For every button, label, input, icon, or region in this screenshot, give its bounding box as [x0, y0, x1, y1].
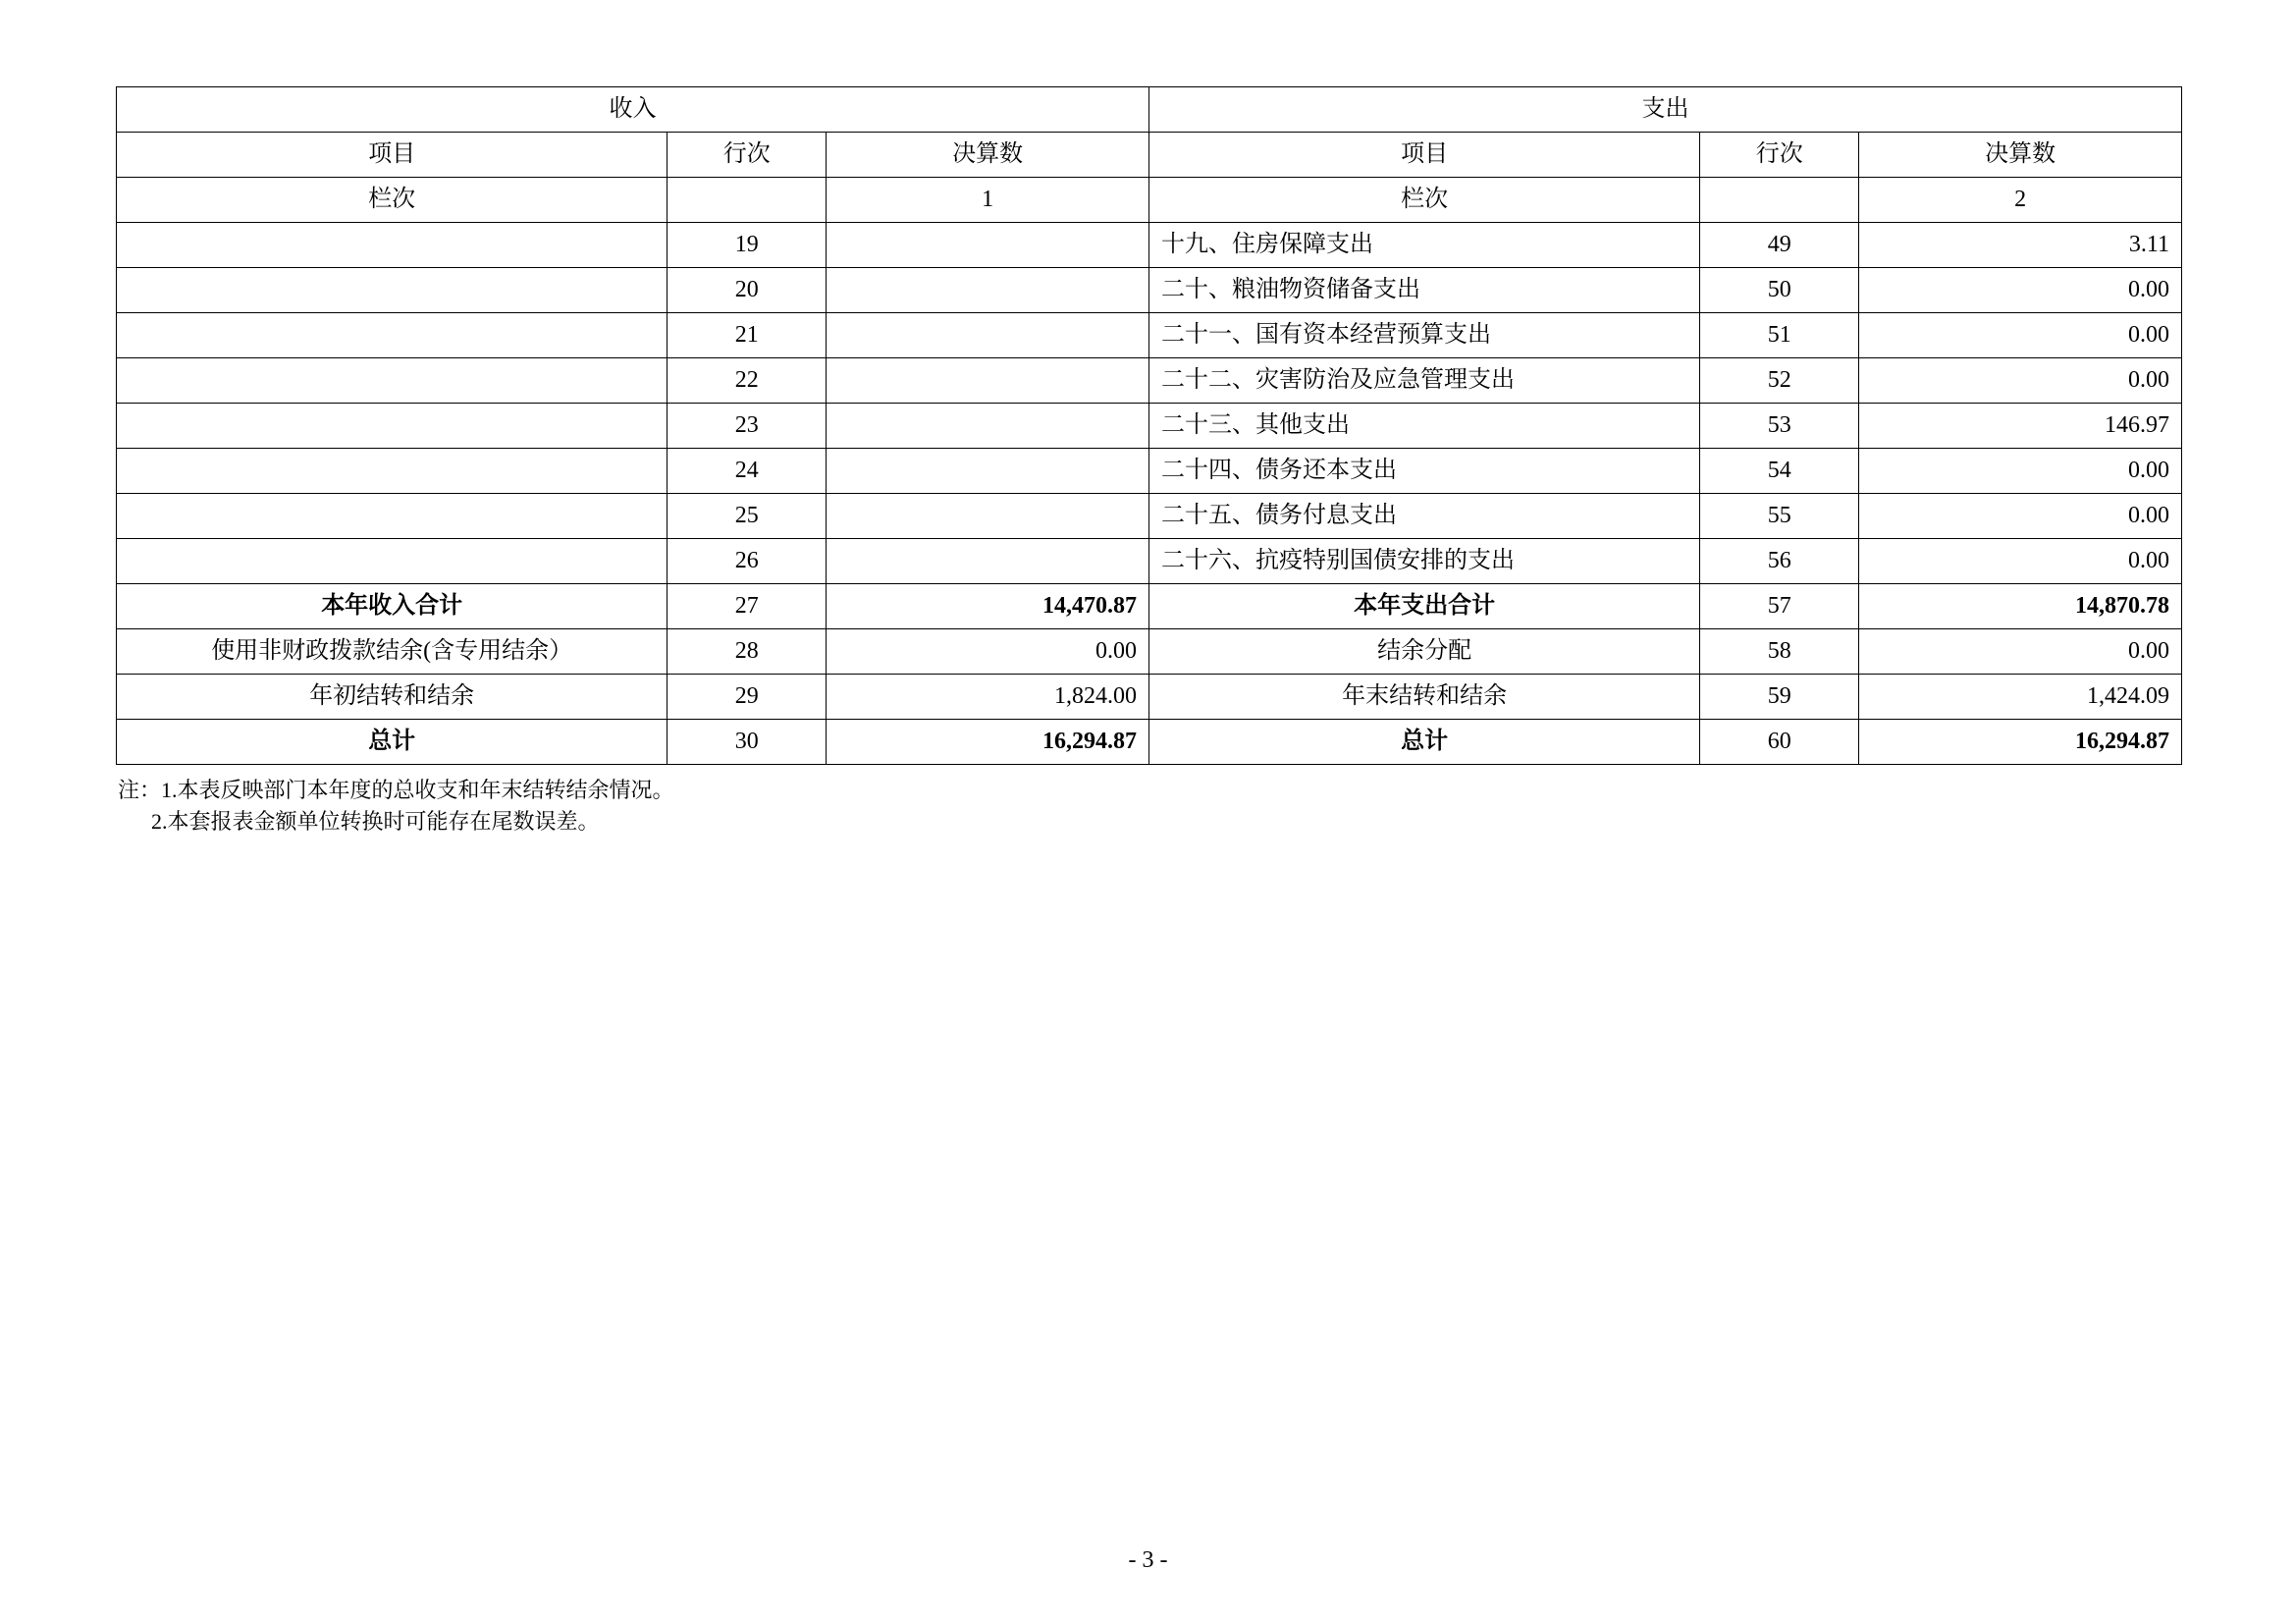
income-line-cell: 27 — [667, 584, 827, 629]
income-column-number: 1 — [827, 178, 1149, 223]
table-row — [117, 223, 2182, 268]
income-amount-cell: 14,470.87 — [827, 584, 1149, 629]
income-item-cell — [117, 268, 667, 313]
income-amount-cell — [827, 358, 1149, 404]
table-row — [117, 268, 2182, 313]
expenditure-group-header: 支出 — [1148, 87, 2181, 133]
income-item-cell: 使用非财政拨款结余(含专用结余） — [117, 629, 667, 675]
expenditure-amount-cell: 16,294.87 — [1859, 720, 2182, 765]
expenditure-item-cell: 总计 — [1148, 720, 1699, 765]
expenditure-amount-cell: 0.00 — [1859, 268, 2182, 313]
expenditure-line-cell: 51 — [1700, 313, 1859, 358]
income-item-header: 项目 — [117, 133, 667, 178]
table-body — [117, 223, 2182, 765]
expenditure-item-cell: 十九、住房保障支出 — [1148, 223, 1699, 268]
income-item-cell — [117, 449, 667, 494]
income-column-number-blank — [667, 178, 827, 223]
income-line-cell: 23 — [667, 404, 827, 449]
income-line-header: 行次 — [667, 133, 827, 178]
income-line-cell: 20 — [667, 268, 827, 313]
expenditure-line-cell: 54 — [1700, 449, 1859, 494]
expenditure-amount-cell: 14,870.78 — [1859, 584, 2182, 629]
income-item-cell — [117, 404, 667, 449]
income-item-cell — [117, 223, 667, 268]
table-row — [117, 313, 2182, 358]
income-item-cell: 总计 — [117, 720, 667, 765]
expenditure-item-cell: 二十五、债务付息支出 — [1148, 494, 1699, 539]
expenditure-line-cell: 53 — [1700, 404, 1859, 449]
income-amount-header: 决算数 — [827, 133, 1149, 178]
expenditure-amount-cell: 0.00 — [1859, 539, 2182, 584]
financial-table-container — [116, 86, 2182, 765]
expenditure-line-cell: 59 — [1700, 675, 1859, 720]
table-row — [117, 584, 2182, 629]
income-line-cell: 29 — [667, 675, 827, 720]
expenditure-amount-cell: 1,424.09 — [1859, 675, 2182, 720]
expenditure-item-cell: 二十三、其他支出 — [1148, 404, 1699, 449]
expenditure-line-cell: 52 — [1700, 358, 1859, 404]
expenditure-item-header: 项目 — [1148, 133, 1699, 178]
income-item-cell — [117, 539, 667, 584]
income-amount-cell — [827, 449, 1149, 494]
expenditure-line-cell: 60 — [1700, 720, 1859, 765]
income-line-cell: 24 — [667, 449, 827, 494]
table-group-header-row — [117, 87, 2182, 133]
expenditure-line-cell: 49 — [1700, 223, 1859, 268]
expenditure-amount-cell: 0.00 — [1859, 494, 2182, 539]
expenditure-item-cell: 二十二、灾害防治及应急管理支出 — [1148, 358, 1699, 404]
expenditure-item-cell: 结余分配 — [1148, 629, 1699, 675]
income-item-cell: 本年收入合计 — [117, 584, 667, 629]
table-row — [117, 539, 2182, 584]
expenditure-item-cell: 二十一、国有资本经营预算支出 — [1148, 313, 1699, 358]
table-row — [117, 358, 2182, 404]
income-amount-cell — [827, 313, 1149, 358]
income-amount-cell — [827, 494, 1149, 539]
expenditure-line-cell: 56 — [1700, 539, 1859, 584]
expenditure-item-cell: 二十、粮油物资储备支出 — [1148, 268, 1699, 313]
table-row — [117, 675, 2182, 720]
expenditure-item-cell: 二十六、抗疫特别国债安排的支出 — [1148, 539, 1699, 584]
expenditure-amount-cell: 0.00 — [1859, 358, 2182, 404]
expenditure-line-cell: 57 — [1700, 584, 1859, 629]
income-line-cell: 22 — [667, 358, 827, 404]
table-row — [117, 449, 2182, 494]
income-line-cell: 26 — [667, 539, 827, 584]
income-amount-cell: 16,294.87 — [827, 720, 1149, 765]
expenditure-amount-header: 决算数 — [1859, 133, 2182, 178]
table-row — [117, 494, 2182, 539]
income-amount-cell: 1,824.00 — [827, 675, 1149, 720]
table-row — [117, 404, 2182, 449]
expenditure-item-cell: 本年支出合计 — [1148, 584, 1699, 629]
expenditure-line-header: 行次 — [1700, 133, 1859, 178]
income-item-cell — [117, 313, 667, 358]
income-item-cell — [117, 494, 667, 539]
income-item-cell — [117, 358, 667, 404]
table-notes — [118, 775, 674, 838]
expenditure-amount-cell: 3.11 — [1859, 223, 2182, 268]
table-row — [117, 720, 2182, 765]
expenditure-amount-cell: 0.00 — [1859, 313, 2182, 358]
income-column-number-label: 栏次 — [117, 178, 667, 223]
expenditure-item-cell: 二十四、债务还本支出 — [1148, 449, 1699, 494]
income-amount-cell: 0.00 — [827, 629, 1149, 675]
table-column-number-row — [117, 178, 2182, 223]
income-line-cell: 30 — [667, 720, 827, 765]
income-line-cell: 21 — [667, 313, 827, 358]
income-amount-cell — [827, 404, 1149, 449]
table-row — [117, 629, 2182, 675]
table-column-header-row — [117, 133, 2182, 178]
income-line-cell: 28 — [667, 629, 827, 675]
income-line-cell: 19 — [667, 223, 827, 268]
expenditure-item-cell: 年末结转和结余 — [1148, 675, 1699, 720]
expenditure-amount-cell: 146.97 — [1859, 404, 2182, 449]
expenditure-column-number-blank — [1700, 178, 1859, 223]
income-group-header: 收入 — [117, 87, 1149, 133]
expenditure-column-number: 2 — [1859, 178, 2182, 223]
income-amount-cell — [827, 539, 1149, 584]
expenditure-line-cell: 58 — [1700, 629, 1859, 675]
income-item-cell: 年初结转和结余 — [117, 675, 667, 720]
financial-summary-table — [116, 86, 2182, 765]
note-line-1: 注：1.本表反映部门本年度的总收支和年末结转结余情况。 — [118, 778, 674, 802]
income-line-cell: 25 — [667, 494, 827, 539]
expenditure-line-cell: 50 — [1700, 268, 1859, 313]
expenditure-column-number-label: 栏次 — [1148, 178, 1699, 223]
note-line-2: 2.本套报表金额单位转换时可能存在尾数误差。 — [151, 808, 600, 834]
income-amount-cell — [827, 268, 1149, 313]
expenditure-amount-cell: 0.00 — [1859, 449, 2182, 494]
expenditure-line-cell: 55 — [1700, 494, 1859, 539]
page-number: - 3 - — [1128, 1547, 1168, 1573]
income-amount-cell — [827, 223, 1149, 268]
expenditure-amount-cell: 0.00 — [1859, 629, 2182, 675]
